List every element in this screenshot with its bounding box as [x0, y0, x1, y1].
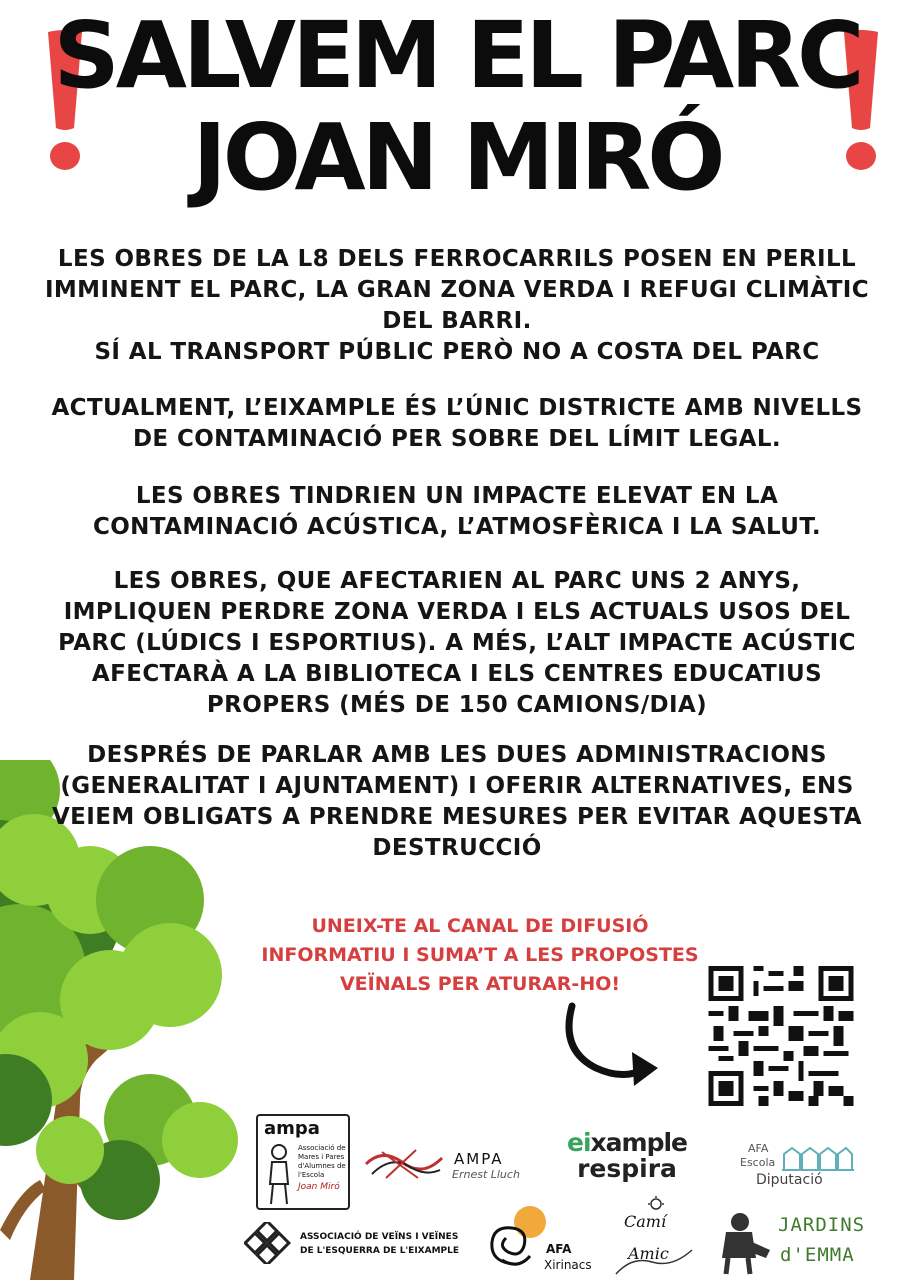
jardins-emma-logo	[716, 1206, 886, 1276]
text-line: LES OBRES TINDRIEN UN IMPACTE ELEVAT EN LA	[135, 483, 779, 509]
logo-text: xample	[590, 1128, 687, 1157]
text-line: PROPERS (MÉS DE 150 CAMIONS/DIA)	[206, 692, 708, 718]
logo-text: ei	[567, 1128, 591, 1157]
figure-icon	[264, 1144, 294, 1206]
text-line: IMPLIQUEN PERDRE ZONA VERDA I ELS ACTUALS USOS DEL	[63, 599, 851, 625]
logo-text: Ernest Lluch	[452, 1168, 520, 1181]
text-line: LES OBRES DE LA L8 DELS FERROCARRILS POSEN EN PERILL	[57, 246, 857, 272]
logo-text: Camí	[624, 1212, 667, 1231]
logo-text: AMPA	[454, 1150, 504, 1168]
text-line: UNEIX-TE AL CANAL DE DIFUSIÓ	[311, 915, 649, 937]
school-icon	[782, 1146, 854, 1172]
ampa-joan-miro-logo	[256, 1114, 350, 1210]
text-line: DESPRÉS DE PARLAR AMB LES DUES ADMINISTRACIONS	[87, 742, 827, 768]
qr-code-icon[interactable]	[708, 966, 854, 1106]
ampa-ernest-lluch-logo	[362, 1140, 552, 1190]
text-line: DE CONTAMINACIÓ PER SOBRE DEL LÍMIT LEGAL.	[132, 426, 782, 452]
text-line: DESTRUCCIÓ	[372, 835, 542, 861]
text-line: LES OBRES, QUE AFECTARIEN AL PARC UNS 2 ANYS,	[113, 568, 801, 594]
intro-paragraph	[30, 244, 884, 368]
text-line: SÍ AL TRANSPORT PÚBLIC PERÒ NO A COSTA DEL PARC	[94, 339, 820, 365]
logo-text: Amic	[628, 1244, 669, 1263]
cami-amic-logo	[602, 1196, 712, 1280]
sun-icon	[602, 1196, 712, 1280]
logo-text: DE L'ESQUERRA DE L'EIXAMPLE	[300, 1246, 460, 1256]
text-line: (GENERALITAT I AJUNTAMENT) I OFERIR ALTERNATIVES, ENS	[60, 773, 854, 799]
logo-text: d'EMMA	[780, 1244, 855, 1266]
text-line: INFORMATIU I SUMA’T A LES PROPOSTES	[261, 944, 699, 966]
logo-text: Diputació	[756, 1172, 823, 1188]
text-line: ACTUALMENT, L’EIXAMPLE ÉS L’ÚNIC DISTRICTE AMB NIVELLS	[51, 395, 863, 421]
afa-diputacio-logo	[736, 1142, 866, 1196]
afa-xirinacs-logo	[484, 1204, 592, 1276]
text-line: PARC (LÚDICS I ESPORTIUS). A MÉS, L’ALT IMPACTE ACÚSTIC	[58, 630, 856, 656]
impact-paragraph	[30, 481, 884, 543]
logo-text: Xirinacs	[544, 1258, 592, 1272]
swirl-icon	[484, 1204, 550, 1274]
call-to-action	[230, 912, 730, 999]
page-title-line2: JOAN MIRÓ	[192, 104, 722, 211]
gardener-icon	[716, 1210, 776, 1276]
logo-text: AFA	[748, 1142, 769, 1155]
pollution-paragraph	[30, 393, 884, 455]
logo-text: AFA	[546, 1242, 572, 1256]
logo-text: Associació de Mares i Pares d'Alumnes de l'Escola	[298, 1144, 346, 1179]
eixample-respira-logo	[552, 1130, 702, 1182]
curved-arrow-icon	[556, 1000, 666, 1090]
page-title: SALVEM EL PARC	[53, 2, 861, 109]
text-line: IMMINENT EL PARC, LA GRAN ZONA VERDA I REFUGI CLIMÀTIC	[44, 277, 870, 303]
blocks-icon	[244, 1222, 292, 1264]
logo-text: JARDINS	[778, 1214, 866, 1236]
text-line: VEÏNALS PER ATURAR-HO!	[339, 973, 621, 995]
logo-text: ASSOCIACIÓ DE VEÏNS I VEÏNES	[300, 1232, 459, 1242]
text-line: CONTAMINACIÓ ACÚSTICA, L’ATMOSFÈRICA I LA SALUT.	[92, 514, 822, 540]
scribble-icon	[362, 1144, 448, 1184]
logo-text: respira	[577, 1154, 677, 1183]
works-paragraph	[30, 566, 884, 721]
logo-text: Joan Miró	[298, 1182, 340, 1192]
action-paragraph	[30, 740, 884, 864]
logo-text: ampa	[264, 1118, 320, 1139]
veins-esquerra-eixample-logo	[244, 1220, 484, 1266]
logo-text: Escola	[740, 1156, 776, 1169]
text-line: VEIEM OBLIGATS A PRENDRE MESURES PER EVITAR AQUESTA	[51, 804, 862, 830]
text-line: DEL BARRI.	[382, 308, 532, 334]
text-line: AFECTARÀ A LA BIBLIOTECA I ELS CENTRES EDUCATIUS	[91, 661, 823, 687]
